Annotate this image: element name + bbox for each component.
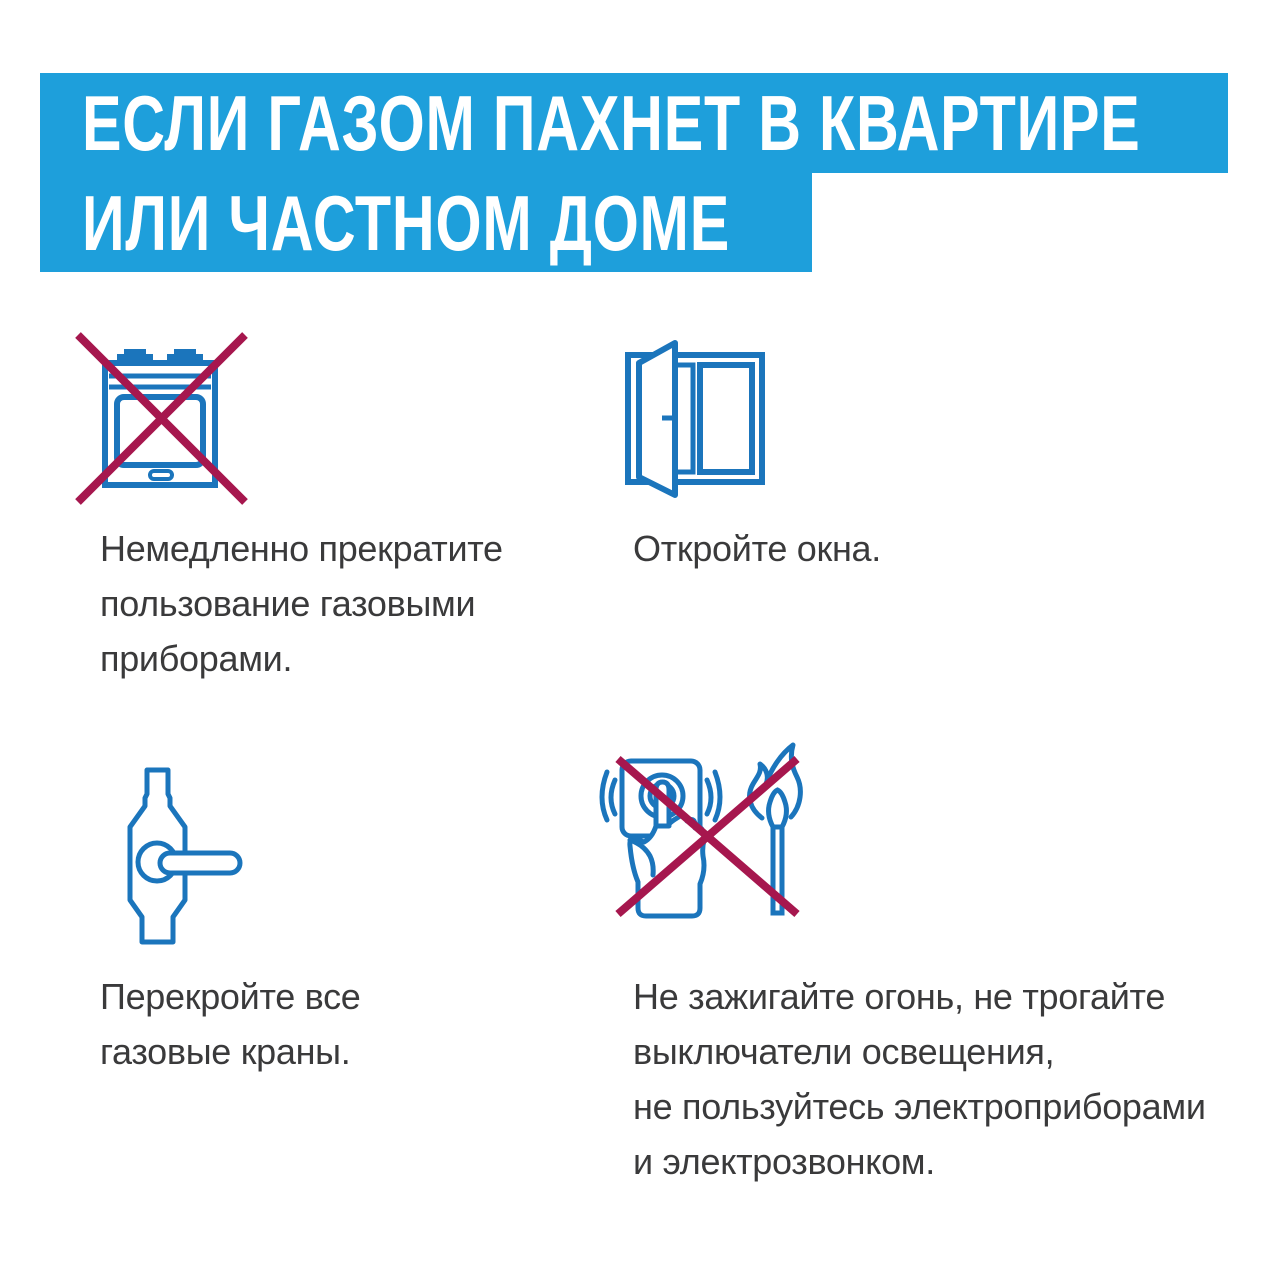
instruction-line: Откройте окна.: [633, 528, 881, 569]
instruction-line: Не зажигайте огонь, не трогайте: [633, 976, 1166, 1017]
gas-stove-crossed-svg: [64, 330, 254, 512]
title-line2: ИЛИ ЧАСТНОМ ДОМЕ: [82, 178, 731, 267]
sound-waves-right: [707, 772, 720, 820]
oven-handle: [150, 471, 172, 479]
instruction-line: приборами.: [100, 638, 293, 679]
gas-stove-crossed-icon: [64, 330, 254, 512]
no-fire-no-switches-svg: [600, 726, 862, 938]
instruction-line: пользование газовыми: [100, 583, 476, 624]
sound-waves-left: [602, 772, 615, 820]
open-window-svg: [615, 330, 825, 500]
gas-valve-icon: [100, 750, 260, 960]
title-banner-row1: [40, 73, 1228, 173]
instruction-text-1: [100, 521, 503, 686]
stove-burner-left: [117, 349, 153, 363]
instruction-text-4: [633, 969, 1206, 1189]
valve-lever: [160, 853, 240, 873]
instruction-line: выключатели освещения,: [633, 1031, 1055, 1072]
instruction-line: Немедленно прекратите: [100, 528, 503, 569]
instruction-line: и электрозвонком.: [633, 1141, 935, 1182]
title-banner-row2: [40, 173, 812, 272]
instruction-text-3: [100, 969, 361, 1079]
open-window-icon: [615, 330, 825, 500]
instruction-line: Перекройте все: [100, 976, 361, 1017]
match-head: [769, 790, 787, 827]
gas-valve-svg: [100, 750, 260, 960]
instruction-line: не пользуйтесь электроприборами: [633, 1086, 1206, 1127]
stove-burner-right: [167, 349, 203, 363]
instruction-line: газовые краны.: [100, 1031, 351, 1072]
window-right-pane: [700, 365, 752, 472]
instruction-text-2: [633, 521, 881, 576]
no-fire-no-switches-icon: [600, 726, 862, 938]
title-line1: ЕСЛИ ГАЗОМ ПАХНЕТ В КВАРТИРЕ: [82, 79, 1141, 167]
